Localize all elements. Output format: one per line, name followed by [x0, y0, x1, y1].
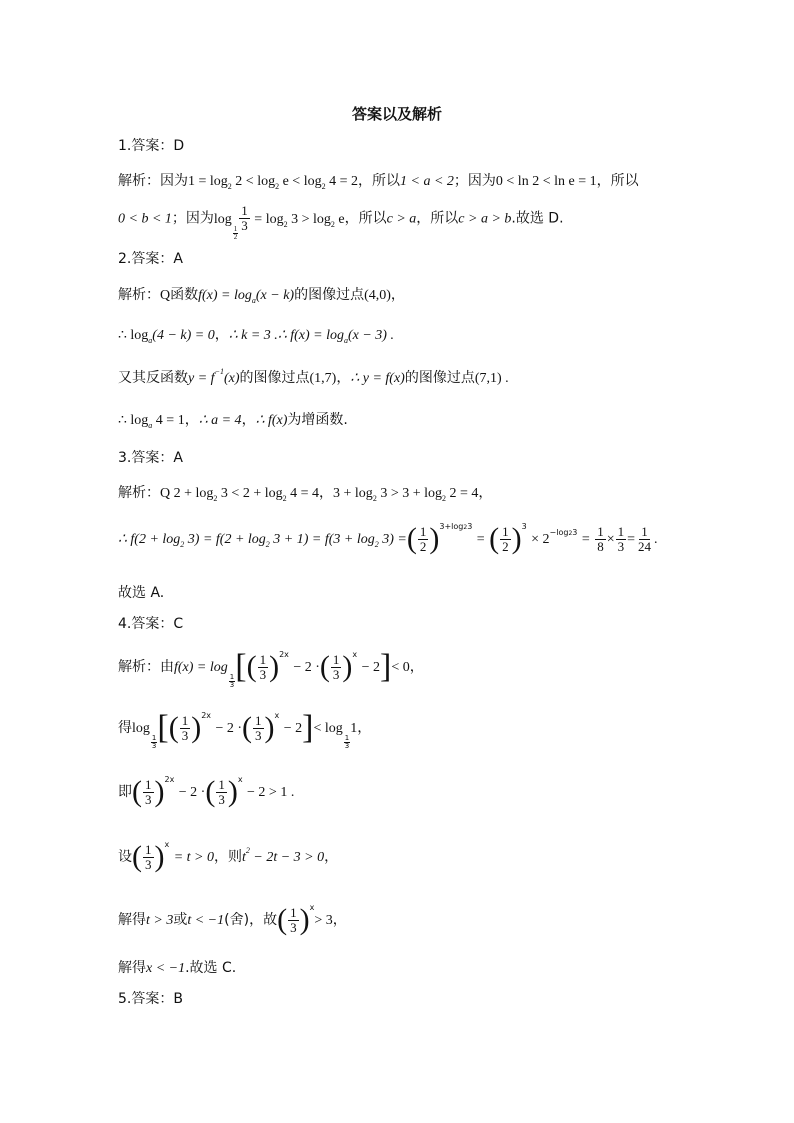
q4-explanation-line5: 解得t > 3或t < −1(舍)，故( $\frac{1}{3}$ )$^x$> 3， [118, 903, 347, 936]
q3-explanation-line2: ∴ $f(2 + \log_2 3) = f(2 + \log_2 3 + 1) = f(3 + \log_2 3)$ =( $\frac{1}{2}$ )$^{3+log23}$ = ( $\frac{1}{2}$ )$^3 \times 2^{-log23}$ = $\frac{1}{8}$ × $\frac{1}{3}$ = $\frac{1}{24}$ . [118, 522, 658, 555]
q3-answer: 3.答案：A [118, 450, 183, 466]
q1-explanation-line1: 解析：因为$1 = \log_2 2 < \log_2 e < \log_2 4 = 2$，所以1 < a < 2；因为0 < ln 2 < ln e = 1，所以 [118, 173, 639, 191]
q2-explanation-line1: 解析：Q函数$f(x) = \log_a(x - k)$的图像过点(4,0)， [118, 287, 405, 305]
q2-answer: 2.答案：A [118, 251, 183, 267]
q4-explanation-line1: 解析：由f(x) = log $\frac{1}{3}$ [( $\frac{1}{3}$ )$^{2x}$ − 2 ·( $\frac{1}{3}$ )$^x$ − 2]< 0， [118, 648, 424, 689]
fraction: $\frac{1}{3}$ [241, 203, 248, 233]
q1-explanation-line2: 0 < b < 1；因为log $\frac{1}{2}$ $\frac{1}{3}$ = $\log_2 3 > \log_2 e$，所以c > a，所以c > a > b.故选 D. [118, 203, 564, 241]
q3-conclusion: 故选 A. [118, 585, 165, 601]
q4-explanation-line3: 即( $\frac{1}{3}$ )$^{2x}$ − 2 ·( $\frac{1}{3}$ )$^x$ − 2 > 1 . [118, 775, 295, 808]
q4-explanation-line2: 得log $\frac{1}{3}$ [( $\frac{1}{3}$ )$^{2x}$ − 2 ·( $\frac{1}{3}$ )$^x$ − 2]< log $\frac{1}{3}$ 1， [118, 709, 372, 750]
q4-answer: 4.答案：C [118, 616, 184, 632]
q3-explanation-line1: 解析：Q $2 + \log_2 3 < 2 + \log_2 4 = 4$，$3 + \log_2 3 > 3 + \log_2 2 = 4$， [118, 485, 493, 503]
q2-explanation-line2: ∴ $\log_a(4 - k) = 0$，∴ k = 3 .∴ $f(x) = \log_a(x - 3)$ . [118, 327, 394, 345]
q4-explanation-line6: 解得x < −1.故选 C. [118, 960, 237, 976]
q1-answer: 1.答案：D [118, 138, 185, 154]
q4-explanation-line4: 设( $\frac{1}{3}$ )$^x$ = t > 0，则$t^2 - 2t - 3 > 0$， [118, 840, 339, 873]
q2-explanation-line4: ∴ $\log_a 4 = 1$，∴ a = 4，∴ f(x)为增函数. [118, 412, 348, 430]
q2-explanation-line3: 又其反函数$y = f^{-1}(x)$的图像过点(1,7)，∴ y = f(x)的图像过点(7,1) . [118, 367, 509, 386]
q5-answer: 5.答案：B [118, 991, 183, 1007]
page-title: 答案以及解析 [351, 105, 442, 123]
